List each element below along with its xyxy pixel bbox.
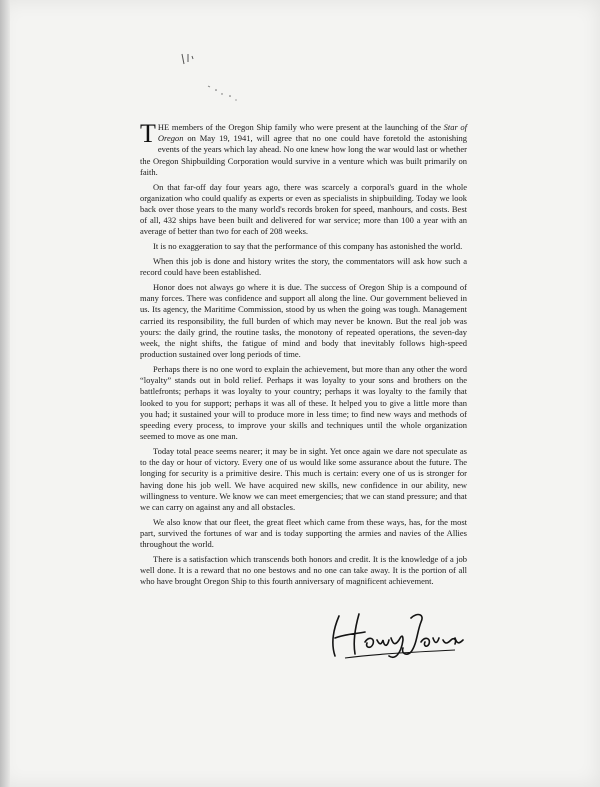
paragraph: On that far-off day four years ago, there was scarcely a corporal's guard in the whole organization who could qualify as experts or even as specialists in shipbuilding. Today we look back over those years to the many world's records broken for speed, manhours, and costs. Best of all, 432 ships have been built and delivered for war service; more than 100 a year with an average of better than two for each of 208 weeks.: [140, 181, 467, 237]
paragraph: When this job is done and history writes the story, the commentators will ask how such a record could have been established.: [140, 256, 467, 278]
paragraph: We also know that our fleet, the great fleet which came from these ways, has, for the most part, survived the fortunes of war and is today supporting the armies and navies of the Allies throughout the world.: [140, 516, 467, 550]
paragraph: Today total peace seems nearer; it may be in sight. Yet once again we dare not speculate as to the day or hour of victory. Every one of us would like some assurance about the future. The longing for security is a primitive desire. This much is certain: every one of us is stronger for having done his job well. We have acquired new skills, new confidence in our ability, new willingness to venture. We know we can meet emergencies; that we can stand pressure; and that we can carry on against any and all obstacles.: [140, 446, 467, 513]
paragraph: It is no exaggeration to say that the performance of this company has astonished the world.: [153, 241, 463, 252]
letter-body: [140, 119, 468, 591]
handwritten-signature: [325, 608, 473, 666]
pencil-marks-icon: [178, 50, 258, 110]
paragraph: There is a satisfaction which transcends both honors and credit. It is the knowledge of a job well done. It is a reward that no one bestows and no one can take away. It is the portion of all who have brought Oregon Ship to this fourth anniversary of magnificent achievement.: [140, 554, 467, 587]
ship-name: Star of Oregon: [157, 122, 468, 144]
paragraph: Honor does not always go where it is due. The success of Oregon Ship is a compound of many forces. There was confidence and support all along the line. Our government believed in us. Its agency, the Maritime Commission, stood by us when the going was tough. Management carried its responsibility, the full burden of which may never be known. But the real job was yours: the daily grind, the routine tasks, the monotony of repeated operations, the seven-day week, the night shifts, the fatigue of mind and body that inevitably follows high-speed production sustained over long periods of time.: [140, 282, 467, 360]
drop-cap: T: [140, 119, 156, 148]
paragraph: Perhaps there is no one word to explain the achievement, but more than any other the word “loyalty” stands out in bold relief. Perhaps it was loyalty to your sons and brothers on the battlefronts; perhaps it was loyalty to your country; perhaps it was loyalty to the family that looked to you for support; perhaps it was all of these. It helped you to give a little more than you had; it sustained your will to produce more in less time; to find new ways and methods of speeding every process, to improve your skills and techniques until the whole organization seemed to move as one man.: [140, 364, 467, 442]
opening-text-end: on May 19, 1941, will agree that no one could have foretold the astonishing events of the years which lay ahead. No one knew how long the war would last or whether the Oregon Shipbuilding Corporation would survive in a venture which was built primarily on faith.: [140, 133, 467, 177]
opening-paragraph: [140, 119, 468, 178]
opening-text: HE members of the Oregon Ship family who were present at the launching of the: [157, 122, 441, 132]
page-edge: [0, 0, 10, 787]
